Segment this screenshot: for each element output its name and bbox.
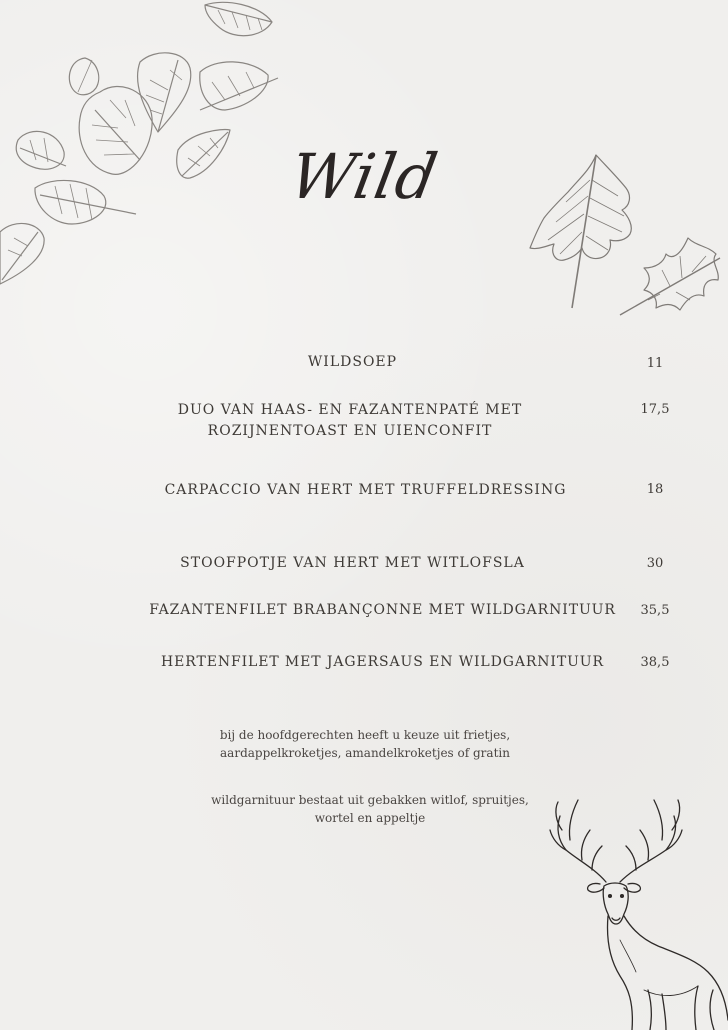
menu-item-name: CARPACCIO VAN HERT MET TRUFFELDRESSING bbox=[164, 482, 567, 498]
menu-item-fazantenfilet bbox=[0, 600, 728, 640]
menu-item-price: 11 bbox=[646, 356, 664, 371]
menu-item-price: 17,5 bbox=[640, 402, 670, 417]
leaves-illustration-top-right bbox=[520, 150, 728, 325]
menu-item-price: 30 bbox=[646, 556, 664, 571]
deer-illustration bbox=[548, 790, 728, 1030]
side-dishes-note: bij de hoofdgerechten heeft u keuze uit frietjes, aardappelkroketjes, amandelkroketjes of gratin bbox=[219, 728, 511, 760]
menu-item-price: 38,5 bbox=[640, 655, 670, 670]
menu-item-price: 18 bbox=[646, 482, 664, 497]
page-title: Wild bbox=[284, 140, 444, 213]
menu-item-name: DUO VAN HAAS- EN FAZANTENPATÉ MET ROZIJNENTOAST EN UIENCONFIT bbox=[177, 402, 523, 439]
menu-item-price: 35,5 bbox=[640, 603, 670, 618]
menu-item-stoofpotje bbox=[0, 553, 728, 593]
menu-item-duo-pate bbox=[0, 400, 728, 440]
menu-item-wildsoep bbox=[0, 352, 728, 392]
menu-item-name: HERTENFILET MET JAGERSAUS EN WILDGARNITUUR bbox=[161, 654, 604, 670]
menu-item-name: STOOFPOTJE VAN HERT MET WITLOFSLA bbox=[180, 555, 525, 571]
wildgarnituur-note: wildgarnituur bestaat uit gebakken witlof, spruitjes, wortel en appeltje bbox=[211, 793, 529, 825]
menu-item-name: FAZANTENFILET BRABANÇONNE MET WILDGARNITUUR bbox=[149, 602, 616, 618]
menu-item-carpaccio bbox=[0, 480, 728, 520]
menu-item-name: WILDSOEP bbox=[307, 354, 398, 370]
menu-item-hertenfilet bbox=[0, 652, 728, 692]
